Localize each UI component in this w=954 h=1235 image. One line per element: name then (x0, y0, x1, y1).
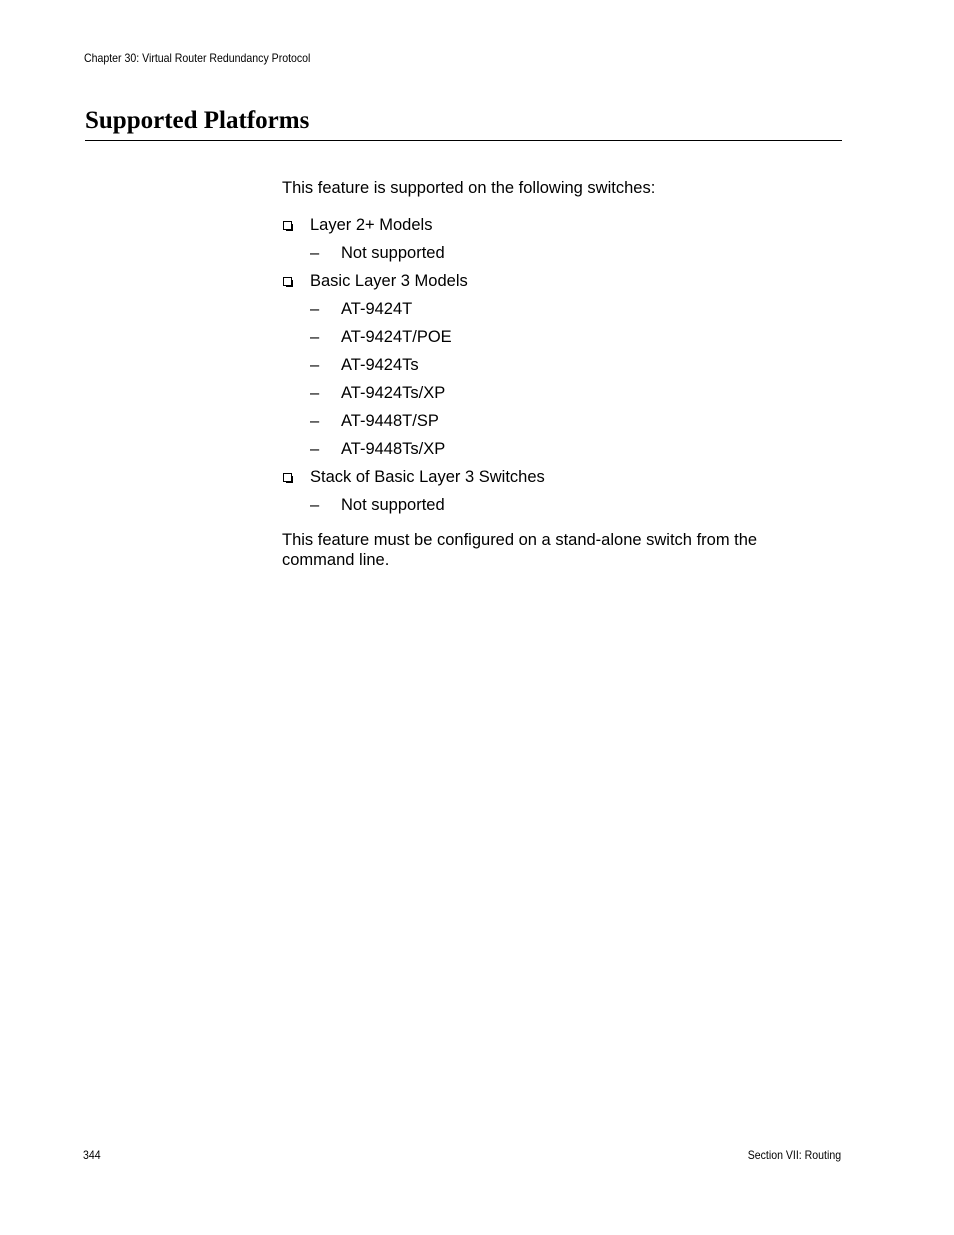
model-name: AT-9424T/POE (341, 328, 452, 346)
platform-list (282, 215, 842, 515)
dash-bullet-icon: – (310, 356, 320, 374)
model-item (282, 355, 842, 375)
dash-bullet-icon: – (310, 496, 320, 514)
checkbox-bullet-icon (283, 221, 292, 230)
page-number: 344 (83, 1148, 101, 1162)
model-item (282, 495, 842, 515)
platform-heading (282, 271, 842, 291)
platform-heading (282, 215, 842, 235)
model-name: AT-9424T (341, 300, 413, 318)
platform-item (282, 215, 842, 263)
platform-item (282, 467, 842, 515)
dash-bullet-icon: – (310, 328, 320, 346)
model-item (282, 383, 842, 403)
section-title: Supported Platforms (85, 106, 842, 141)
model-list (282, 243, 842, 263)
model-name: Not supported (341, 244, 445, 262)
model-name: AT-9448Ts/XP (341, 440, 446, 458)
platform-heading (282, 467, 842, 487)
model-list (282, 495, 842, 515)
running-footer: Section VII: Routing (747, 1148, 841, 1162)
dash-bullet-icon: – (310, 440, 320, 458)
running-header: Chapter 30: Virtual Router Redundancy Protocol (84, 51, 311, 65)
model-item (282, 411, 842, 431)
platform-name: Basic Layer 3 Models (310, 272, 468, 290)
model-item (282, 299, 842, 319)
platform-name: Layer 2+ Models (310, 216, 433, 234)
platform-item (282, 271, 842, 459)
model-item (282, 327, 842, 347)
dash-bullet-icon: – (310, 384, 320, 402)
model-name: AT-9448T/SP (341, 412, 439, 430)
model-name: Not supported (341, 496, 445, 514)
model-item (282, 243, 842, 263)
dash-bullet-icon: – (310, 244, 320, 262)
intro-paragraph: This feature is supported on the following switches: (282, 179, 656, 197)
dash-bullet-icon: – (310, 412, 320, 430)
model-item (282, 439, 842, 459)
model-name: AT-9424Ts/XP (341, 384, 446, 402)
platform-name: Stack of Basic Layer 3 Switches (310, 468, 545, 486)
model-name: AT-9424Ts (341, 356, 419, 374)
content-body (282, 178, 842, 570)
closing-paragraph: This feature must be configured on a stand-alone switch from the command line. (282, 531, 758, 569)
model-list (282, 299, 842, 459)
checkbox-bullet-icon (283, 277, 292, 286)
checkbox-bullet-icon (283, 473, 292, 482)
dash-bullet-icon: – (310, 300, 320, 318)
